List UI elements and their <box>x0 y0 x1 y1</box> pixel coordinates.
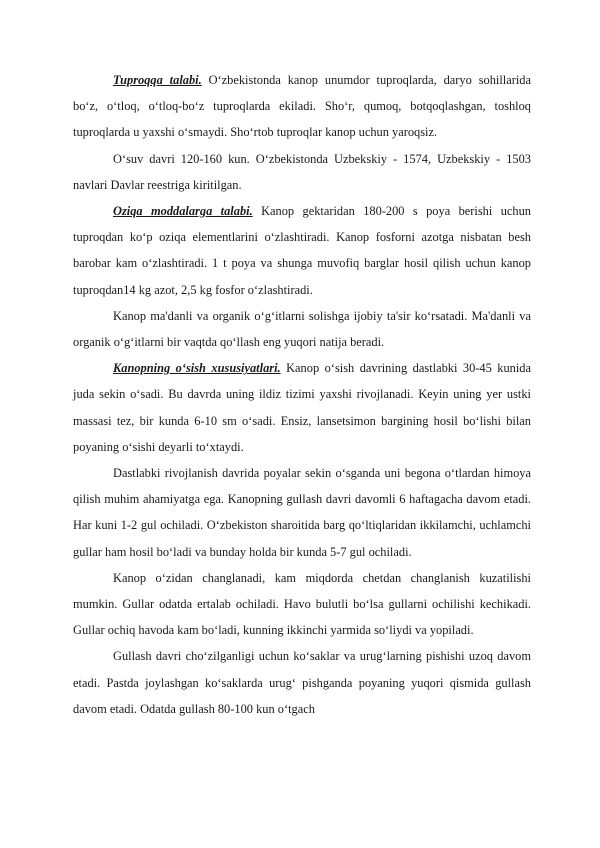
paragraph-text: Kanop ma'danli va organik o‘g‘itlarni solishga ijobiy ta'sir ko‘rsatadi. Ma'danli va organik o‘g‘itlarni bir vaqtda qo‘llash eng yuqori natija beradi. <box>73 308 531 350</box>
paragraph-pollination <box>73 565 531 644</box>
body-text <box>73 67 531 722</box>
paragraph-nutrient-requirements <box>73 198 531 303</box>
paragraph-text: Kanop o‘sish davrining dastlabki 30-45 kunida juda sekin o‘sadi. Bu davrda uning ildiz tizimi yaxshi rivojlanadi. Keyin uning yer ustki massasi tez, bir kunda 6-10 sm o‘sadi. Ensiz, lansetsimon bargining hosil bo‘lishi bilan poyaning o‘sishi deyarli to‘xtaydi. <box>73 361 531 454</box>
paragraph-growth-features <box>73 355 531 460</box>
paragraph-growing-period <box>73 146 531 198</box>
paragraph-early-development <box>73 460 531 565</box>
paragraph-text: Kanop o‘zidan changlanadi, kam miqdorda chetdan changlanish kuzatilishi mumkin. Gullar odatda ertalab ochiladi. Havo bulutli bo‘lsa gullarni ochilishi kechikadi. Gullar ochiq havoda kam bo‘ladi, kunning ikkinchi yarmida so‘liydi va yopiladi. <box>73 570 531 638</box>
heading-soil-requirements: Tuproqqa talabi. <box>113 73 202 87</box>
paragraph-soil-requirements <box>73 67 531 146</box>
paragraph-text: Dastlabki rivojlanish davrida poyalar sekin o‘sganda uni begona o‘tlardan himoya qilish muhim ahamiyatga ega. Kanopning gullash davri davomli 6 haftagacha davom etadi. Har kuni 1-2 gul ochiladi. O‘zbekiston sharoitida barg qo‘ltiqlaridan ikkilamchi, uchlamchi gullar ham hosil bo‘ladi va bunday holda bir kunda 5-7 gul ochiladi. <box>73 466 531 559</box>
paragraph-flowering-period <box>73 643 531 722</box>
paragraph-text: Gullash davri cho‘zilganligi uchun ko‘saklar va urug‘larning pishishi uzoq davom etadi. Pastda joylashgan ko‘saklarda urug‘ pishganda poyaning yuqori qismida gullash davom etadi. Odatda gullash 80-100 kun o‘tgach <box>73 649 531 716</box>
heading-growth-features: Kanopning o‘sish xususiyatlari. <box>113 361 281 376</box>
paragraph-text: Kanop gektaridan 180-200 s poya berishi uchun tuproqdan ko‘p oziqa elementlarini o‘zlashtiradi. Kanop fosforni azotga nisbatan besh barobar kam o‘zlashtiradi. 1 t poya va shunga muvofiq barglar hosil qilish uchun kanop tuproqdan14 kg azot, 2,5 kg fosfor o‘zlashtiradi. <box>73 204 531 297</box>
paragraph-fertilizers <box>73 303 531 355</box>
paragraph-text: O‘zbekistonda kanop unumdor tuproqlarda, daryo sohillarida bo‘z, o‘tloq, o‘tloq-bo‘z tuproqlarda ekiladi. Sho‘r, qumoq, botqoqlashgan, toshloq tuproqlarda u yaxshi o‘smaydi. Sho‘rtob tuproqlar kanop uchun yaroqsiz. <box>73 73 531 140</box>
heading-nutrient-requirements: Oziqa moddalarga talabi. <box>113 204 253 219</box>
paragraph-text: O‘suv davri 120-160 kun. O‘zbekistonda Uzbekskiy - 1574, Uzbekskiy - 1503 navlari Davlar reestriga kiritilgan. <box>73 151 531 192</box>
